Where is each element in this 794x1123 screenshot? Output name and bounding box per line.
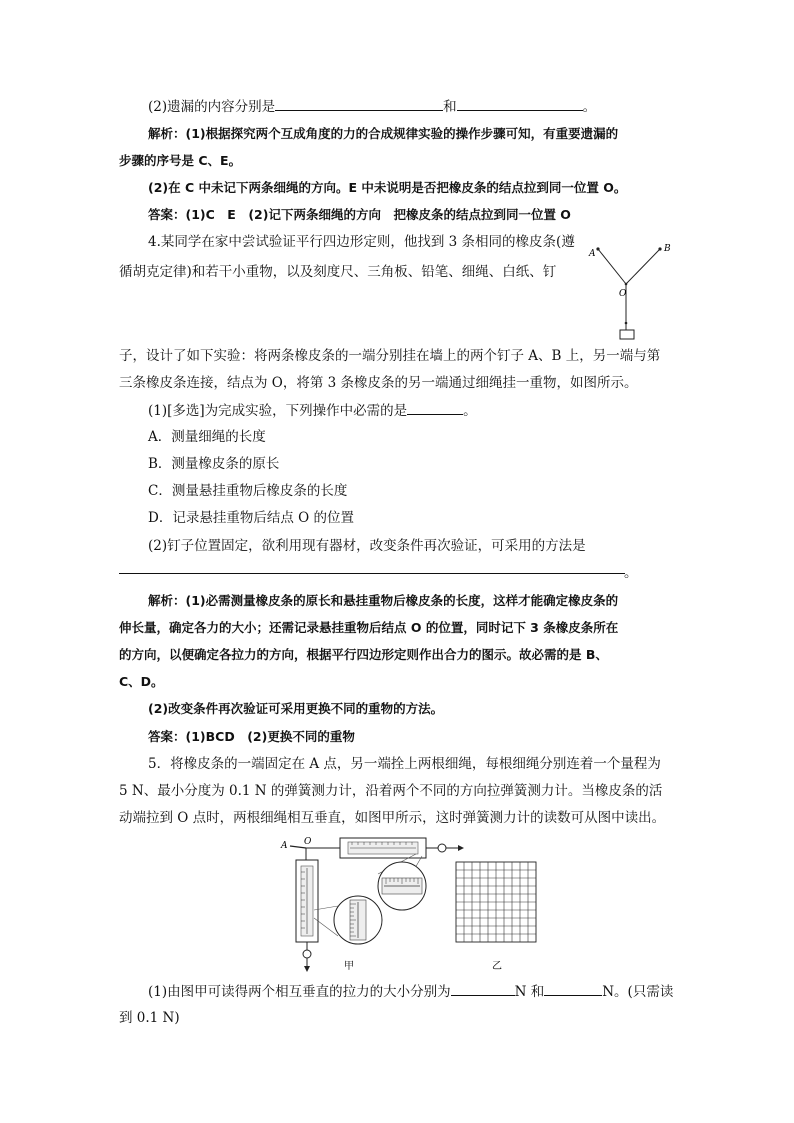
caption-yi: 乙 (492, 961, 502, 972)
horizontal-spring-scale (340, 838, 464, 858)
q4-part1-blank[interactable] (407, 400, 463, 415)
q3-part2-line: (2)遗漏的内容分别是 和 。 (148, 96, 708, 117)
q4-option-d: D．记录悬挂重物后结点 O 的位置 (148, 510, 354, 526)
q3-blank-1[interactable] (275, 96, 443, 111)
q3-analysis-1b: 步骤的序号是 C、E。 (119, 153, 242, 168)
q4-part2: (2)钉子位置固定，欲利用现有器材，改变条件再次验证，可采用的方法是 (148, 538, 586, 554)
grid-paper (456, 862, 536, 942)
q4-analysis-1d: C、D。 (119, 674, 164, 689)
nail-a (596, 247, 599, 250)
caption-jia: 甲 (344, 961, 354, 972)
q3-analysis-1a: 解析：(1)根据探究两个互成角度的力的合成规律实验的操作步骤可知，有重要遗漏的 (148, 126, 619, 141)
q5-part1-b: 到 0.1 N) (119, 1010, 180, 1026)
label-a: A (589, 249, 596, 259)
q3-analysis-2: (2)在 C 中未记下两条细绳的方向。E 中未说明是否把橡皮条的结点拉到同一位置 O。 (148, 180, 627, 195)
q4-analysis-1c: 的方向，以便确定各拉力的方向，根据平行四边形定则作出合力的图示。故必需的是 B、 (119, 647, 608, 662)
rubber-band-b (626, 249, 660, 284)
q4-analysis-1a: 解析：(1)必需测量橡皮条的原长和悬挂重物后橡皮条的长度，这样才能确定橡皮条的 (148, 593, 619, 608)
q4-stem-1: 4.某同学在家中尝试验证平行四边形定则，他找到 3 条相同的橡皮条(遵 (148, 234, 575, 250)
q3-blank-2[interactable] (457, 96, 583, 111)
q4-part2-blank[interactable] (119, 573, 625, 574)
nail-b (658, 247, 661, 250)
magnifier-horizontal (378, 854, 426, 910)
q4-rubber-band-figure (586, 238, 678, 346)
fig-label-a: A (281, 841, 288, 851)
document-page: (2)遗漏的内容分别是 和 。 解析：(1)根据探究两个互成角度的力的合成规律实验的操作步骤可知，有重要遗漏的 步骤的序号是 C、E。 (2)在 C 中未记下两条细绳的方向。E 中未说明是否把橡皮条的结点拉到同一位置 O。 答案：(1)C E (2)记下两条细绳的方向 把橡皮条的结点拉到同一位置 O 4.某同学在家中尝试验证平行四边形定则，他找到 3 条相同的橡皮条(遵 循胡克定律)和若干小重物，以及刻度尺、三角板、铅笔、细绳、白纸、钉 A B O 子，设计了如下实验：将两条橡皮条的一端分别挂在墙上的两个钉子 A、B 上，另一端与第 三条橡皮条连接，结点为 O，将第 3 条橡皮条的另一端通过细绳挂一重物，如图所示。 (1)[多选]为完成实验，下列操作中必需的是 。 A．测量细绳的长度 B．测量橡皮条的原长 C．测量悬挂重物后橡皮条的长度 D．记录悬挂重物后结点 O 的位置 (2)钉子位置固定，欲利用现有器材，改变条件再次验证，可采用的方法是 。 解析：(1)必需测量橡皮条的原长和悬挂重物后橡皮条的长度，这样才能确定橡皮条的 伸长量，确定各力的大小；还需记录悬挂重物后结点 O 的位置，同时记下 3 条橡皮条所在 的方向，以便确定各拉力的方向，根据平行四边形定则作出合力的图示。故必需的是 B、 C、D。 (2)改变条件再次验证可采用更换不同的重物的方法。 答案：(1)BCD (2)更换不同的重物 5．将橡皮条的一端固定在 A 点，另一端拴上两根细绳，每根细绳分别连着一个量程为 5 N、最小分度为 0.1 N 的弹簧测力计，沿着两个不同的方向拉弹簧测力计。当橡皮条的活 动端拉到 O 点时，两根细绳相互垂直，如图甲所示，这时弹簧测力计的读数可从图中读出。 A O 甲 乙 (1)由图甲可读得两个相互垂直的拉力的大小分别为 N 和 N。(只需读 到 0.1 N) (0, 0, 794, 1123)
q5-blank-2[interactable] (544, 981, 602, 996)
q4-stem-3: 子，设计了如下实验：将两条橡皮条的一端分别挂在墙上的两个钉子 A、B 上，另一端与第 (119, 348, 661, 364)
rubber-band-a (598, 249, 626, 284)
label-o: O (619, 289, 627, 299)
q4-option-c: C．测量悬挂重物后橡皮条的长度 (148, 483, 348, 499)
label-b: B (664, 244, 671, 254)
q5-stem-1: 5．将橡皮条的一端固定在 A 点，另一端拴上两根细绳，每根细绳分别连着一个量程为 (148, 756, 661, 772)
q5-part1-line: (1)由图甲可读得两个相互垂直的拉力的大小分别为 N 和 N。(只需读 (148, 981, 708, 1002)
q5-part1-prompt: (1)由图甲可读得两个相互垂直的拉力的大小分别为 (148, 984, 451, 1000)
q4-analysis-1b: 伸长量，确定各力的大小；还需记录悬挂重物后结点 O 的位置，同时记下 3 条橡皮条所在 (119, 620, 619, 635)
q3-and-text: 和 (443, 99, 457, 115)
q4-part1-line: (1)[多选]为完成实验，下列操作中必需的是 。 (148, 400, 708, 421)
knot-o (625, 283, 628, 286)
q4-stem-2: 循胡克定律)和若干小重物，以及刻度尺、三角板、铅笔、细绳、白纸、钉 (119, 264, 557, 280)
magnifier-vertical (314, 896, 382, 944)
q4-part1-prompt: (1)[多选]为完成实验，下列操作中必需的是 (148, 403, 408, 419)
fig-label-o: O (304, 837, 312, 847)
q4-answer: 答案：(1)BCD (2)更换不同的重物 (148, 729, 355, 744)
q5-stem-3: 动端拉到 O 点时，两根细绳相互垂直，如图甲所示，这时弹簧测力计的读数可从图中读出。 (119, 810, 666, 826)
q4-option-a: A．测量细绳的长度 (148, 429, 266, 445)
weight-block (620, 330, 634, 339)
q3-answer: 答案：(1)C E (2)记下两条细绳的方向 把橡皮条的结点拉到同一位置 O (148, 207, 571, 222)
q5-stem-2: 5 N、最小分度为 0.1 N 的弹簧测力计，沿着两个不同的方向拉弹簧测力计。当橡皮条的活 (119, 783, 663, 799)
q3-part2-prompt: (2)遗漏的内容分别是 (148, 99, 276, 115)
q4-stem-4: 三条橡皮条连接，结点为 O，将第 3 条橡皮条的另一端通过细绳挂一重物，如图所示。 (119, 375, 638, 391)
q5-blank-1[interactable] (451, 981, 515, 996)
q4-option-b: B．测量橡皮条的原长 (148, 456, 280, 472)
q4-analysis-2: (2)改变条件再次验证可采用更换不同的重物的方法。 (148, 701, 444, 716)
vertical-spring-scale (296, 860, 318, 972)
q5-spring-scale-figure (278, 832, 538, 974)
